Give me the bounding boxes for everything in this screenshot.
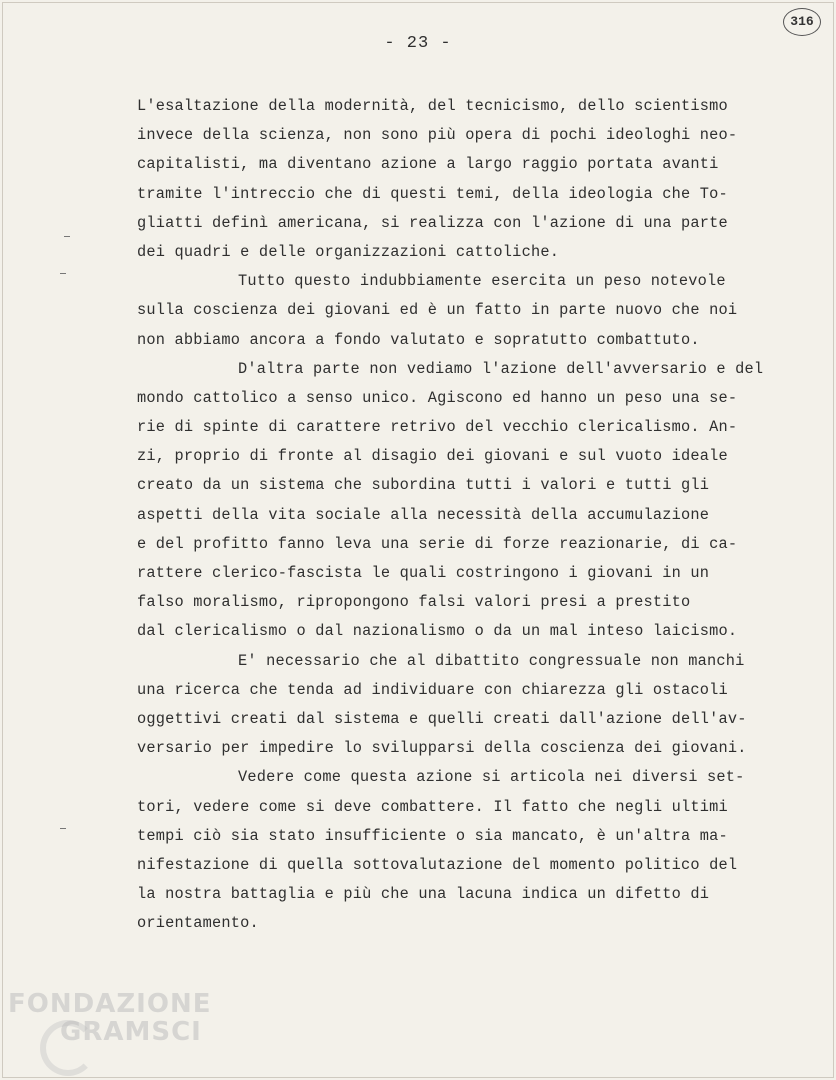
text-line: D'altra parte non vediamo l'azione dell'avversario e del [238, 359, 764, 378]
watermark-line: GRAMSCI [60, 1017, 202, 1047]
margin-mark [60, 828, 66, 829]
text-line: L'esaltazione della modernità, del tecnicismo, dello scientismo [137, 97, 728, 115]
text-line: mondo cattolico a senso unico. Agiscono ed hanno un peso una se- [137, 388, 738, 407]
watermark-line: FONDAZIONE [8, 989, 212, 1019]
text-line: non abbiamo ancora a fondo valutato e sopratutto combattuto. [137, 330, 700, 349]
text-line: versario per impedire lo svilupparsi della coscienza dei giovani. [137, 739, 747, 758]
text-line: nifestazione di quella sottovalutazione del momento politico del [137, 855, 738, 874]
text-line: zi, proprio di fronte al disagio dei giovani e sul vuoto ideale [137, 447, 728, 466]
text-line: aspetti della vita sociale alla necessità della accumulazione [137, 505, 710, 524]
text-line: e del profitto fanno leva una serie di forze reazionarie, di ca- [137, 534, 738, 553]
text-line: falso moralismo, ripropongono falsi valori presi a prestito [137, 593, 691, 612]
margin-mark [60, 273, 66, 274]
text-line: gliatti definì americana, si realizza con l'azione di una parte [137, 213, 728, 232]
text-line: invece della scienza, non sono più opera di pochi ideologhi neo- [137, 126, 738, 145]
typed-text-body [137, 92, 797, 938]
text-line: sulla coscienza dei giovani ed è un fatto in parte nuovo che noi [137, 301, 738, 320]
margin-mark [64, 236, 70, 237]
text-line: Vedere come questa azione si articola nei diversi set- [238, 768, 745, 787]
page-number: - 23 - [384, 34, 452, 53]
text-line: una ricerca che tenda ad individuare con chiarezza gli ostacoli [137, 680, 728, 699]
text-line: tori, vedere come si deve combattere. Il fatto che negli ultimi [137, 797, 728, 816]
watermark [8, 990, 211, 1046]
text-line: tempi ciò sia stato insufficiente o sia mancato, è un'altra ma- [137, 826, 728, 845]
text-line: la nostra battaglia e più che una lacuna indica un difetto di [137, 885, 710, 904]
text-line: capitalisti, ma diventano azione a largo raggio portata avanti [137, 155, 719, 174]
text-line: orientamento. [137, 914, 259, 933]
text-line: Tutto questo indubbiamente esercita un peso notevole [238, 272, 726, 291]
text-line: tramite l'intreccio che di questi temi, della ideologia che To- [137, 184, 728, 203]
text-line: dei quadri e delle organizzazioni cattoliche. [137, 242, 560, 261]
text-line: E' necessario che al dibattito congressuale non manchi [238, 651, 745, 670]
text-line: dal clericalismo o dal nazionalismo o da un mal inteso laicismo. [137, 622, 738, 641]
archive-stamp: 316 [783, 8, 821, 36]
text-line: oggettivi creati dal sistema e quelli creati dall'azione dell'av- [137, 709, 747, 728]
text-line: rattere clerico-fascista le quali costringono i giovani in un [137, 564, 710, 582]
text-line: rie di spinte di carattere retrivo del vecchio clericalismo. An- [137, 418, 738, 437]
text-line: creato da un sistema che subordina tutti i valori e tutti gli [137, 476, 710, 495]
